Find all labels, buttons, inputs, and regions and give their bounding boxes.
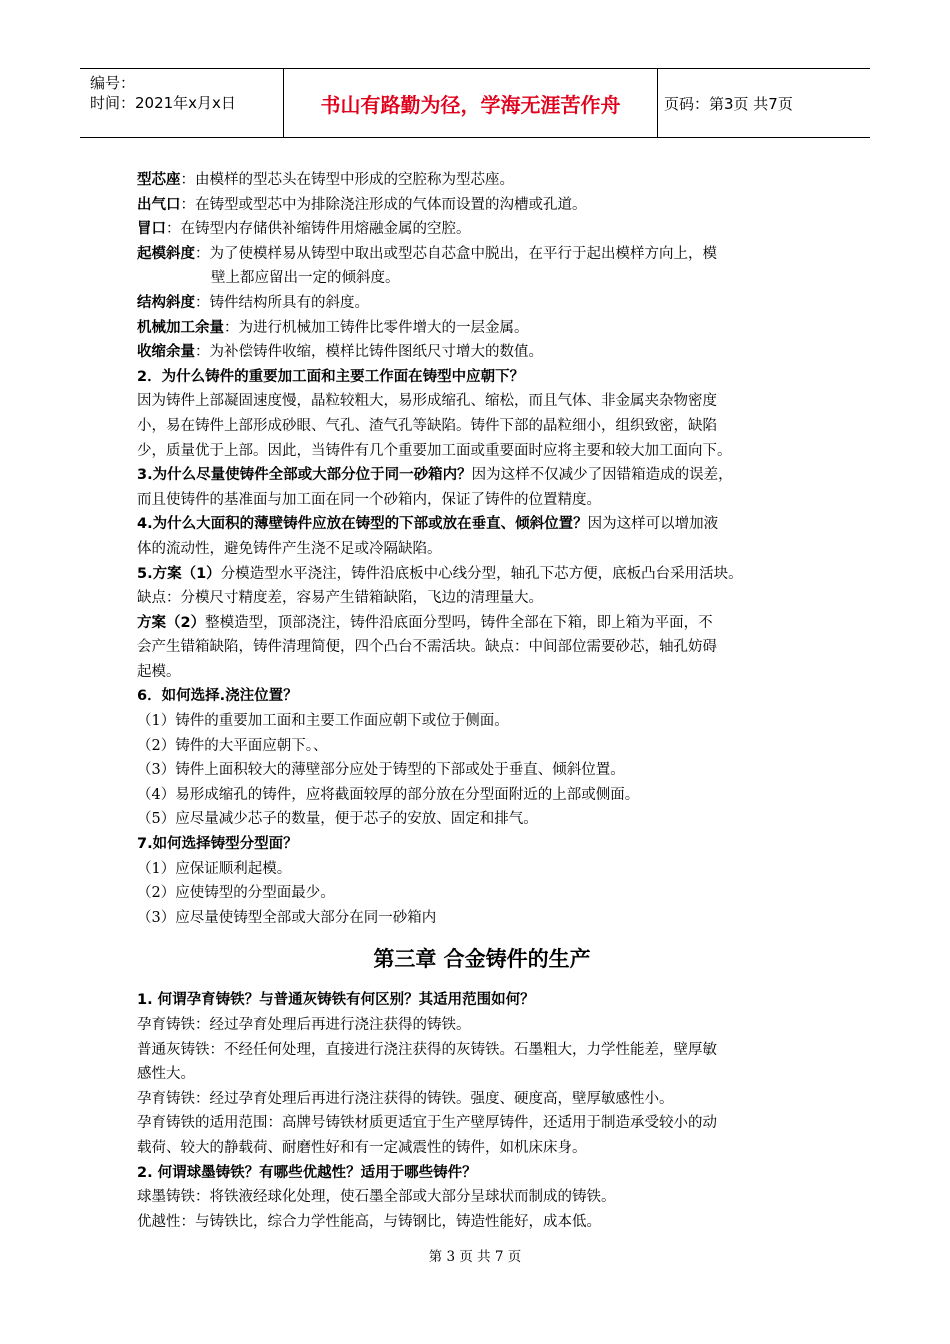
answer-text: 而且使铸件的基准面与加工面在同一个砂箱内，保证了铸件的位置精度。 [137, 491, 601, 508]
header-page-info: 页码：第3页 共7页 [664, 94, 793, 113]
list-item: （2）应使铸型的分型面最少。 [137, 885, 335, 902]
list-item: （1）应保证顺利起模。 [137, 860, 292, 877]
document-number-label: 编号： [90, 74, 136, 92]
definition-line [137, 340, 827, 365]
question-heading: 2．为什么铸件的重要加工面和主要工作面在铸型中应朝下？ [137, 368, 525, 385]
answer-text: 少，质量优于上部。因此，当铸件有几个重要加工面或重要面时应将主要和较大加工面向下。 [137, 442, 732, 459]
definition: ：为补偿铸件收缩，模样比铸件图纸尺寸增大的数值。 [195, 344, 543, 361]
definition: ：为进行机械加工铸件比零件增大的一层金属。 [224, 319, 529, 336]
answer-text: 普通灰铸铁：不经任何处理，直接进行浇注获得的灰铸铁。石墨粗大，力学性能差，壁厚敏 [137, 1041, 717, 1058]
question-line [137, 463, 827, 488]
list-item: （2）铸件的大平面应朝下。、 [137, 737, 328, 754]
definition: ：为了使模样易从铸型中取出或型芯自芯盒中脱出，在平行于起出模样方向上，模 [195, 245, 717, 262]
definition: ：由模样的型芯头在铸型中形成的空腔称为型芯座。 [180, 172, 514, 188]
definition-line [137, 193, 827, 218]
answer-text: 起模。 [137, 663, 181, 680]
answer-text: 感性大。 [137, 1066, 195, 1083]
document-body [137, 168, 827, 1234]
list-item: （3）应尽量使铸型全部或大部分在同一砂箱内 [137, 909, 437, 926]
answer-text: 因为铸件上部凝固速度慢，晶粒较粗大，易形成缩孔、缩松，而且气体、非金属夹杂物密度 [137, 393, 717, 410]
term: 出气口 [137, 196, 181, 213]
chapter-title: 第三章 合金铸件的生产 [373, 947, 591, 972]
page-footer: 第 3 页 共 7 页 [428, 1249, 522, 1265]
answer-text: 孕育铸铁：经过孕育处理后再进行浇注获得的铸铁。强度、硬度高，壁厚敏感性小。 [137, 1090, 674, 1107]
definition-line [137, 291, 827, 316]
plan-line [137, 611, 827, 636]
header-motto: 书山有路勤为径，学海无涯苦作舟 [284, 69, 658, 137]
term: 冒口 [137, 221, 166, 238]
list-item: （1）铸件的重要加工面和主要工作面应朝下或位于侧面。 [137, 713, 509, 730]
question-heading: 6．如何选择.浇注位置？ [137, 688, 298, 705]
page-header [80, 68, 870, 138]
plan-label: 5.方案（1） [137, 565, 221, 582]
question-heading: 7.如何选择铸型分型面？ [137, 836, 298, 853]
answer-text: 会产生错箱缺陷，铸件清理简便，四个凸台不需活块。缺点：中间部位需要砂芯，轴孔妨碍 [137, 639, 717, 656]
question-heading: 4.为什么大面积的薄壁铸件应放在铸型的下部或放在垂直、倾斜位置？ [137, 516, 588, 533]
answer-text: 载荷、较大的静载荷、耐磨性好和有一定减震性的铸件，如机床床身。 [137, 1139, 587, 1156]
answer-text: 球墨铸铁：将铁液经球化处理，使石墨全部或大部分呈球状而制成的铸铁。 [137, 1189, 616, 1206]
answer-text: 缺点：分模尺寸精度差，容易产生错箱缺陷，飞边的清理量大。 [137, 590, 543, 607]
answer-text: 体的流动性，避免铸件产生浇不足或冷隔缺陷。 [137, 540, 442, 557]
header-meta [80, 69, 284, 137]
definition: ：在铸型内存储供补缩铸件用熔融金属的空腔。 [166, 221, 471, 238]
answer-text: 因为这样不仅减少了因错箱造成的误差， [471, 467, 733, 484]
definition: ：铸件结构所具有的斜度。 [195, 294, 369, 311]
term: 结构斜度 [137, 294, 195, 311]
list-item: （5）应尽量减少芯子的数量，便于芯子的安放、固定和排气。 [137, 811, 538, 828]
question-heading: 3.为什么尽量使铸件全部或大部分位于同一砂箱内？ [137, 467, 472, 484]
plan-line [137, 562, 827, 587]
term: 机械加工余量 [137, 319, 224, 336]
document-date: 时间：2021年x月x日 [90, 94, 236, 112]
definition-line [137, 242, 827, 267]
definition: ：在铸型或型芯中为排除浇注形成的气体而设置的沟槽或孔道。 [180, 196, 587, 213]
question-heading: 1. 何谓孕育铸铁？与普通灰铸铁有何区别？其适用范围如何？ [137, 992, 535, 1009]
question-heading: 2. 何谓球墨铸铁？有哪些优越性？适用于哪些铸件？ [137, 1164, 477, 1181]
list-item: （4）易形成缩孔的铸件，应将截面较厚的部分放在分型面附近的上部或侧面。 [137, 786, 640, 803]
answer-text: 小，易在铸件上部形成砂眼、气孔、渣气孔等缺陷。铸件下部的晶粒细小，组织致密，缺陷 [137, 417, 717, 434]
answer-text: 整模造型，顶部浇注，铸件沿底面分型吗，铸件全部在下箱，即上箱为平面，不 [205, 614, 713, 631]
term: 收缩余量 [137, 344, 195, 361]
definition-line [137, 316, 827, 341]
definition-line [137, 168, 827, 193]
plan-label: 方案（2） [137, 614, 206, 631]
term: 型芯座 [137, 172, 181, 188]
definition-continuation: 壁上都应留出一定的倾斜度。 [211, 270, 400, 287]
list-item: （3）铸件上面积较大的薄壁部分应处于铸型的下部或处于垂直、倾斜位置。 [137, 762, 625, 779]
answer-text: 优越性：与铸铁比，综合力学性能高，与铸钢比，铸造性能好，成本低。 [137, 1213, 601, 1230]
question-line [137, 512, 827, 537]
answer-text: 孕育铸铁：经过孕育处理后再进行浇注获得的铸铁。 [137, 1017, 471, 1033]
answer-text: 分模造型水平浇注，铸件沿底板中心线分型，轴孔下芯方便，底板凸台采用活块。 [220, 565, 743, 582]
answer-text: 因为这样可以增加液 [587, 516, 719, 533]
answer-text: 孕育铸铁的适用范围：高牌号铸铁材质更适宜于生产壁厚铸件，还适用于制造承受较小的动 [137, 1115, 717, 1132]
term: 起模斜度 [137, 245, 195, 262]
definition-line [137, 217, 827, 242]
